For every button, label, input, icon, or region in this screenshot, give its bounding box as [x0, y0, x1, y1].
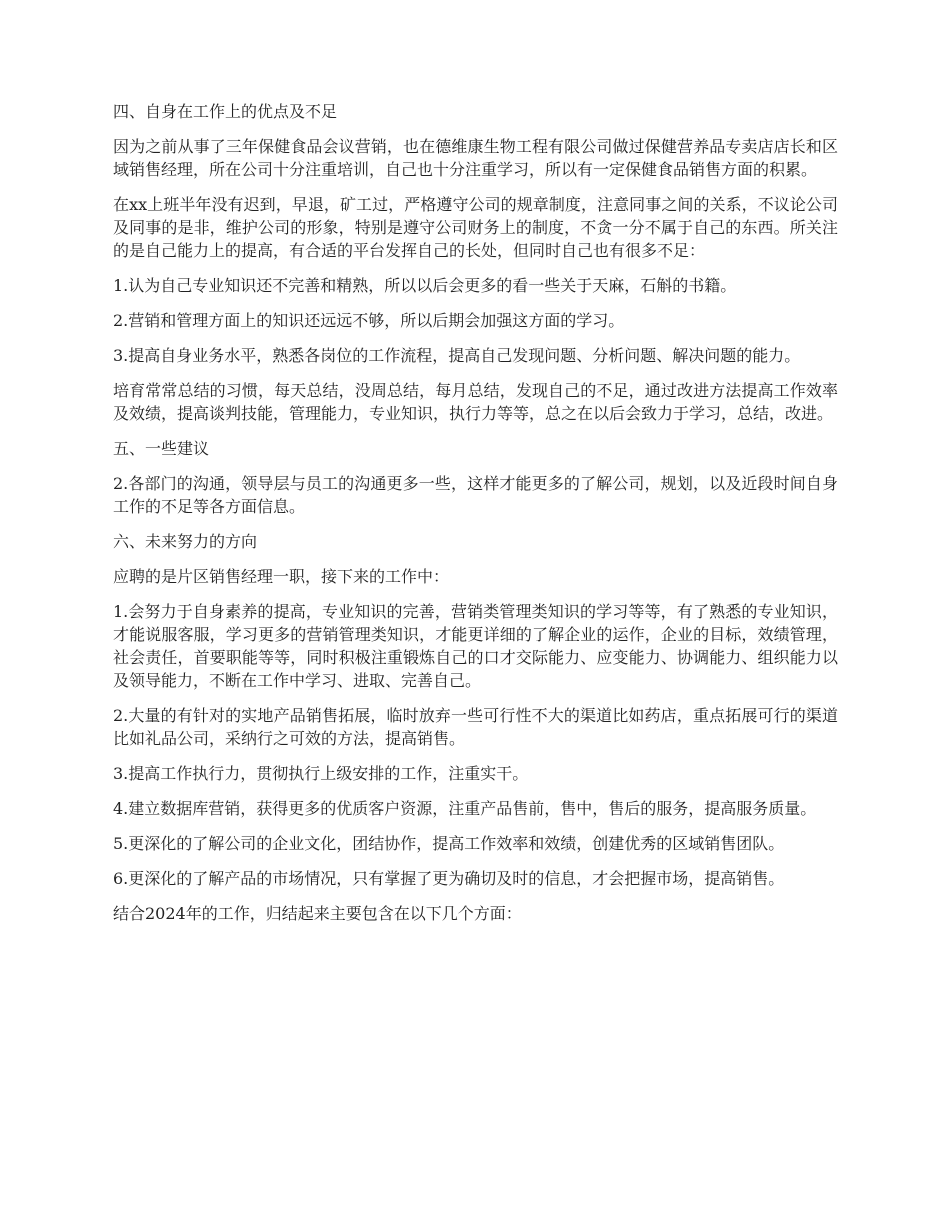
- list-item: 1.会努力于自身素养的提高，专业知识的完善，营销类管理类知识的学习等等，有了熟悉的专业知识，才能说服客服，学习更多的营销管理类知识，才能更详细的了解企业的运作，企业的目标，效绩管理，社会责任，首要职能等等，同时积极注重锻炼自己的口才交际能力、应变能力、协调能力、组织能力以及领导能力，不断在工作中学习、进取、完善自己。: [113, 602, 838, 690]
- section-heading-4: 四、自身在工作上的优点及不足: [113, 102, 338, 121]
- list-item: 3.提高自身业务水平，熟悉各岗位的工作流程，提高自己发现问题、分析问题、解决问题的能力。: [113, 346, 801, 365]
- list-item: 1.认为自己专业知识还不完善和精熟，所以以后会更多的看一些关于天麻，石斛的书籍。: [113, 276, 737, 295]
- paragraph: 结合2024年的工作，归结起来主要包含在以下几个方面：: [113, 904, 522, 923]
- section-heading-6: 六、未来努力的方向: [113, 532, 258, 551]
- list-item: 2.各部门的沟通，领导层与员工的沟通更多一些，这样才能更多的了解公司，规划，以及近段时间自身工作的不足等各方面信息。: [113, 474, 838, 516]
- list-item: 2.营销和管理方面上的知识还远远不够，所以后期会加强这方面的学习。: [113, 311, 625, 330]
- list-item: 2.大量的有针对的实地产品销售拓展，临时放弃一些可行性不大的渠道比如药店，重点拓展可行的渠道比如礼品公司，采纳行之可效的方法，提高销售。: [113, 706, 838, 748]
- list-item: 4.建立数据库营销，获得更多的优质客户资源，注重产品售前，售中，售后的服务，提高服务质量。: [113, 799, 817, 818]
- paragraph: 在xx上班半年没有迟到，早退，矿工过，严格遵守公司的规章制度，注意同事之间的关系，不议论公司及同事的是非，维护公司的形象，特别是遵守公司财务上的制度，不贪一分不属于自己的东西。所关注的是自己能力上的提高，有合适的平台发挥自己的长处，但同时自己也有很多不足：: [113, 195, 838, 260]
- paragraph: 培育常常总结的习惯，每天总结，没周总结，每月总结，发现自己的不足，通过改进方法提高工作效率及效绩，提高谈判技能，管理能力，专业知识，执行力等等，总之在以后会致力于学习，总结，改进。: [113, 381, 838, 423]
- list-item: 5.更深化的了解公司的企业文化，团结协作，提高工作效率和效绩，创建优秀的区域销售团队。: [113, 834, 785, 853]
- section-heading-5: 五、一些建议: [113, 439, 210, 458]
- document-body: [113, 100, 838, 937]
- list-item: 6.更深化的了解产品的市场情况，只有掌握了更为确切及时的信息，才会把握市场，提高销售。: [113, 869, 785, 888]
- paragraph: 应聘的是片区销售经理一职，接下来的工作中：: [113, 567, 450, 586]
- list-item: 3.提高工作执行力，贯彻执行上级安排的工作，注重实干。: [113, 764, 529, 783]
- paragraph: 因为之前从事了三年保健食品会议营销，也在德维康生物工程有限公司做过保健营养品专卖店店长和区域销售经理，所在公司十分注重培训，自己也十分注重学习，所以有一定保健食品销售方面的积累。: [113, 137, 838, 179]
